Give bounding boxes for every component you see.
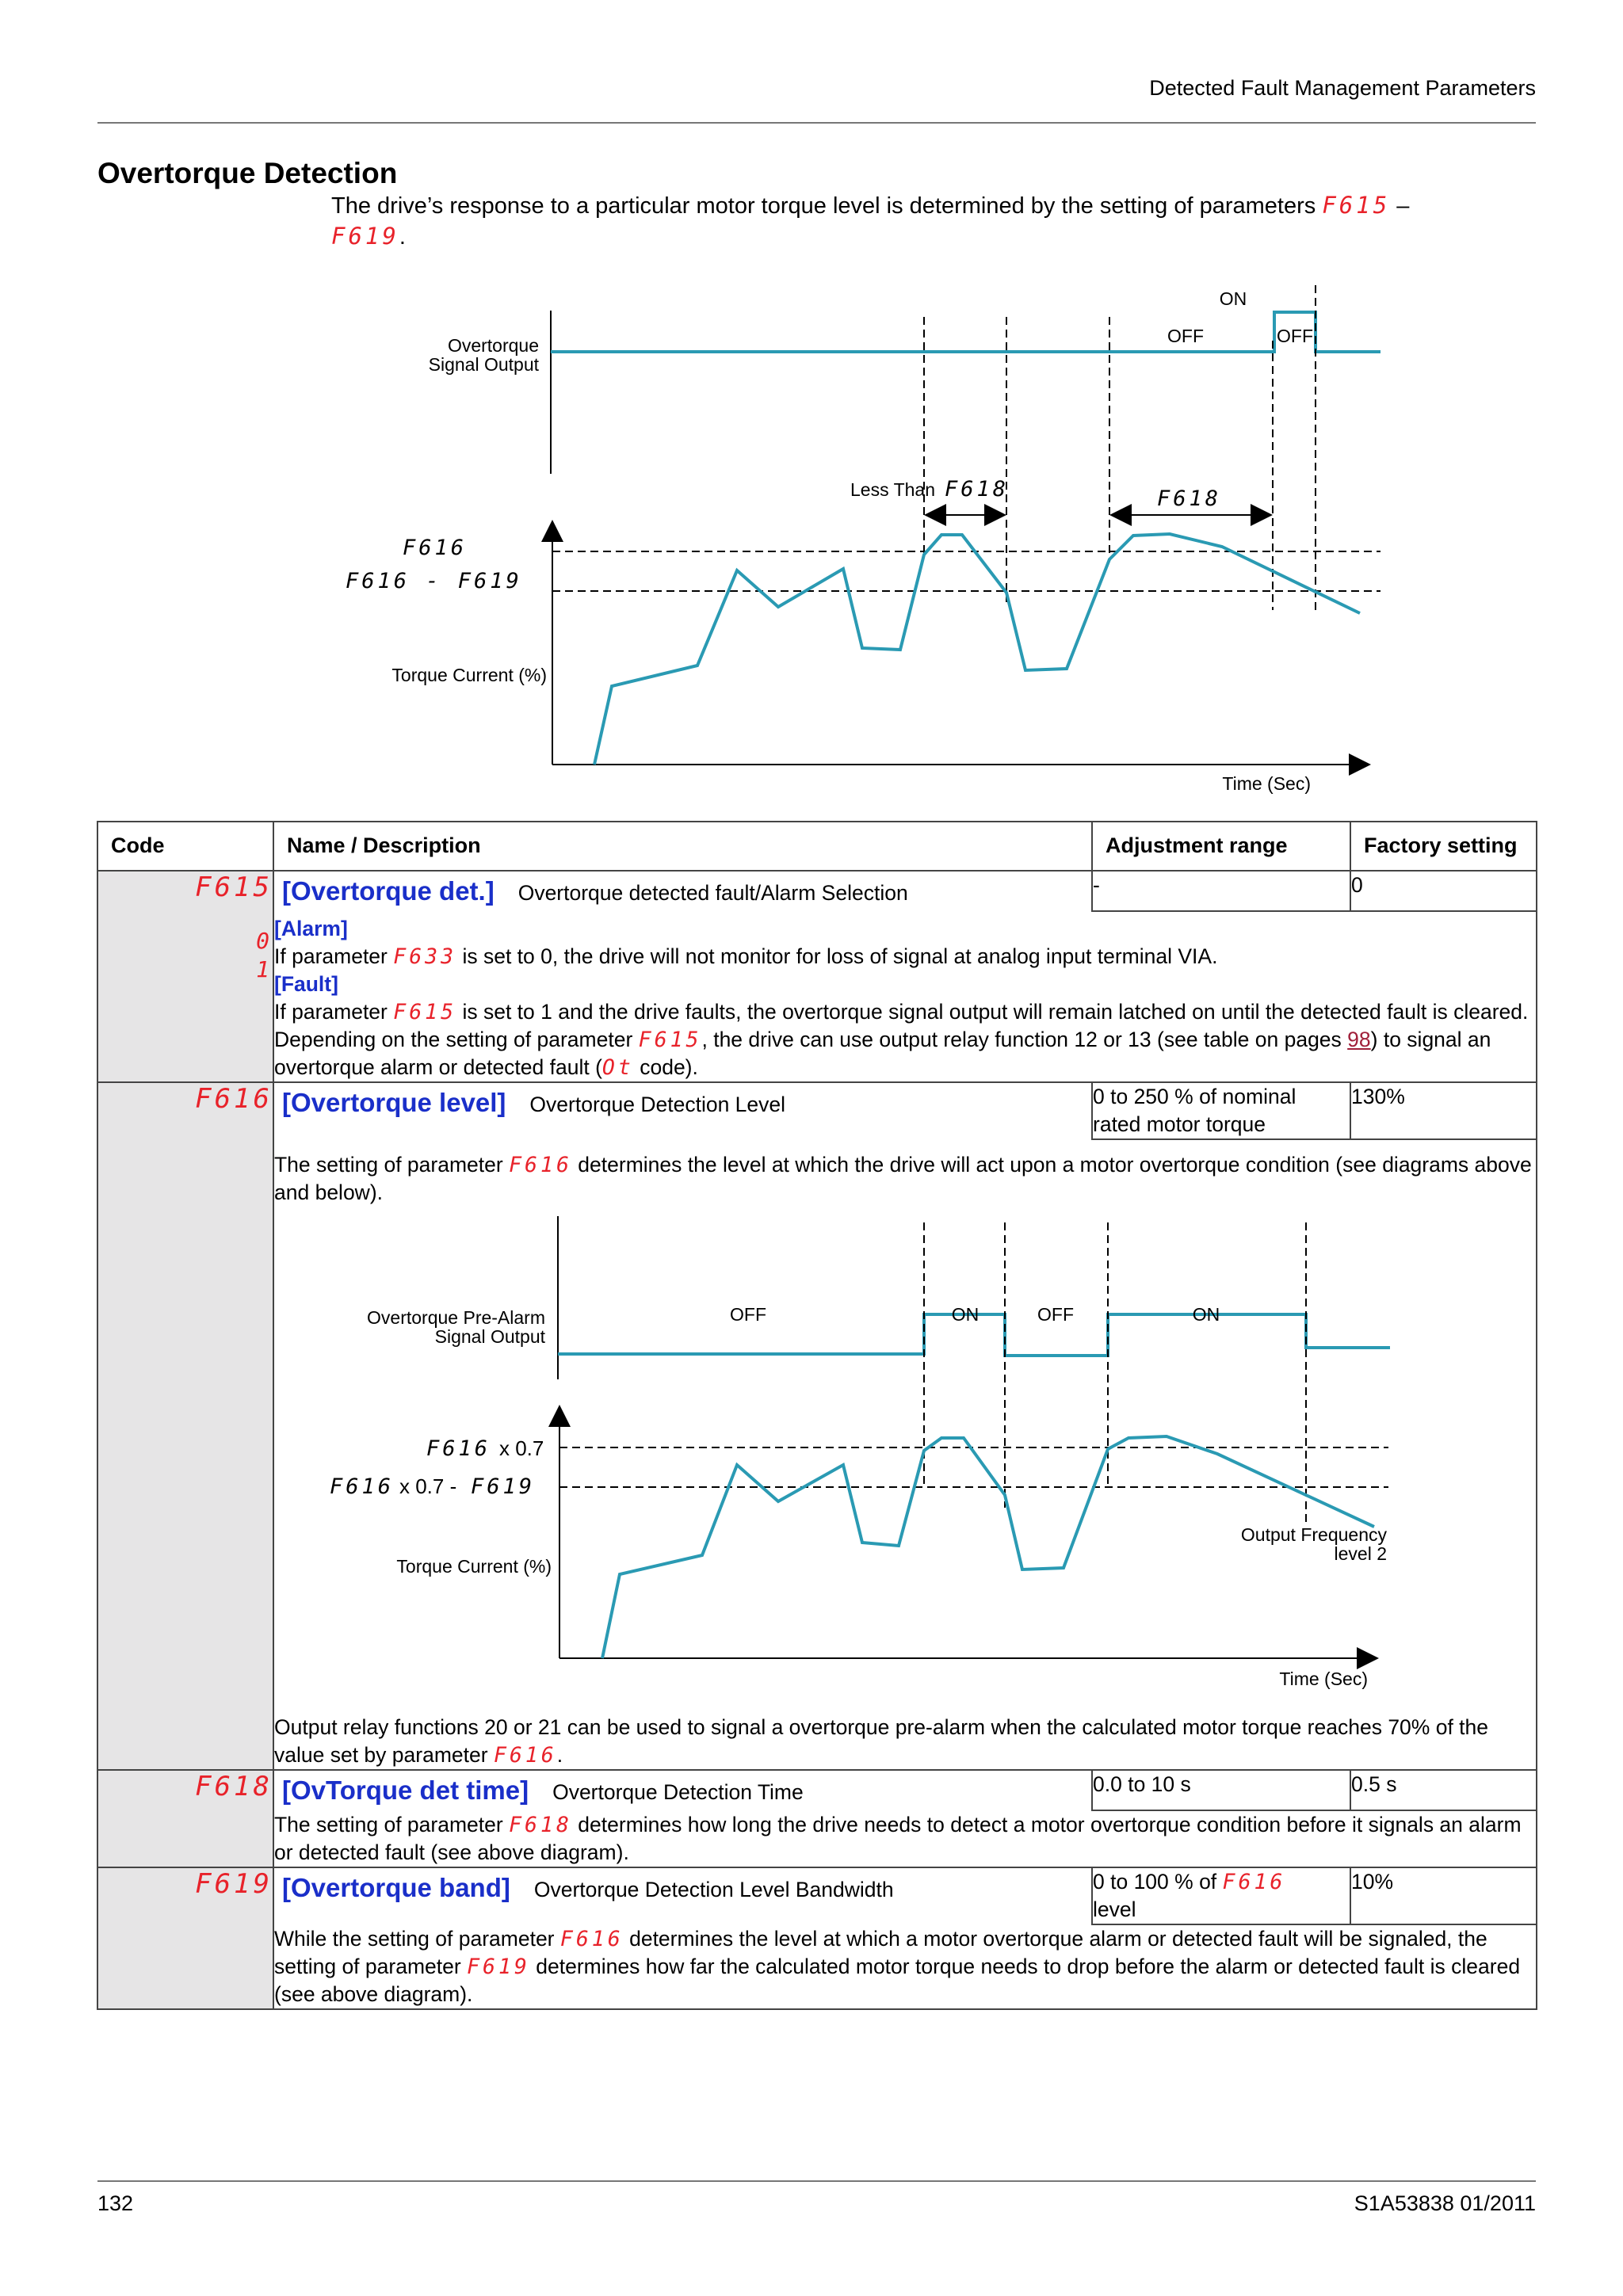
intro-paragraph: [331, 190, 1520, 252]
parameter-table: [97, 821, 1537, 2010]
param-ref: F633: [393, 944, 457, 969]
header-rule: [97, 122, 1536, 124]
page-number: 132: [97, 2191, 134, 2215]
prealarm-diagram: [108, 1207, 1518, 1714]
off-label: OFF: [1037, 1304, 1074, 1325]
table-row: [97, 911, 1537, 1082]
less-than-label: Less Than: [850, 479, 935, 500]
param-name: [Overtorque det.]: [282, 876, 495, 906]
signal-label: Signal Output: [434, 1326, 545, 1347]
level-label: F616 - F619: [346, 569, 522, 593]
param-ref: F618: [509, 1813, 572, 1837]
column-header: Factory setting: [1350, 822, 1537, 871]
section-header: Detected Fault Management Parameters: [1149, 76, 1536, 100]
torque-current-line: [594, 534, 1360, 765]
column-header: Name / Description: [273, 822, 1092, 871]
level-label: F616: [403, 536, 468, 560]
option-name: [Fault]: [274, 972, 338, 996]
factory-setting: 0.5 s: [1350, 1770, 1537, 1810]
code-cell: [97, 1770, 273, 1867]
param-ref: F618: [945, 477, 1010, 502]
param-detail: The setting of parameter F618 determines how long the drive needs to detect a motor overtorque condition before it signals an alarm or detected fault (see above diagram).: [273, 1810, 1537, 1867]
torque-current-line: [602, 1436, 1374, 1658]
param-code: F619: [195, 1868, 273, 1900]
table-row: [97, 1924, 1537, 2009]
param-code: F615: [195, 871, 273, 903]
off-label: OFF: [730, 1304, 766, 1325]
table-row: [97, 871, 1537, 911]
page-link[interactable]: 98: [1347, 1028, 1371, 1051]
intro-text: The drive’s response to a particular motor torque level is determined by the setting of parameters: [331, 193, 1316, 219]
option-code: 1: [256, 956, 273, 982]
x-axis-label: Time (Sec): [1279, 1669, 1368, 1689]
signal-label: Overtorque: [447, 335, 539, 356]
param-name: [Overtorque level]: [282, 1088, 506, 1117]
param-description: Overtorque Detection Level: [529, 1093, 786, 1116]
table-header-row: [97, 822, 1537, 871]
param-ref: F619: [467, 1955, 530, 1979]
param-ref: F616: [330, 1474, 395, 1499]
output-frequency-label: level 2: [1334, 1543, 1387, 1564]
adjustment-range: 0 to 250 % of nominal rated motor torque: [1092, 1082, 1350, 1139]
param-name: [OvTorque det time]: [282, 1775, 529, 1805]
on-label: ON: [951, 1304, 980, 1325]
param-ref: F615: [638, 1028, 702, 1052]
adjustment-range: 0.0 to 10 s: [1092, 1770, 1350, 1810]
y-axis-label: Torque Current (%): [396, 1556, 552, 1577]
x-axis-label: Time (Sec): [1222, 773, 1311, 794]
adjustment-range: -: [1092, 871, 1350, 911]
level-mid: x 0.7 -: [399, 1474, 457, 1498]
document-id: S1A53838 01/2011: [1354, 2191, 1536, 2215]
param-code: F618: [195, 1771, 273, 1802]
code-cell: [97, 1867, 273, 2009]
param-ref: F616: [426, 1436, 491, 1461]
param-detail: While the setting of parameter F616 determines the level at which a motor overtorque alarm or detected fault will be signaled, the setting of parameter F619 determines how far the calculated motor torque needs to drop before the alarm or detected fault is cleared (see above diagram).: [273, 1924, 1537, 2009]
param-ref: F615: [393, 1000, 457, 1024]
table-row: [97, 1082, 1537, 1139]
table-row: [97, 1810, 1537, 1867]
signal-label: Overtorque Pre-Alarm: [367, 1307, 545, 1328]
on-label: ON: [1219, 288, 1247, 309]
adjustment-range: 0 to 100 % of F616 level: [1092, 1867, 1350, 1924]
signal-output-line: [551, 312, 1381, 352]
option-code: 0: [256, 928, 273, 954]
param-name: [Overtorque band]: [282, 1873, 510, 1902]
param-ref: F618: [1157, 486, 1222, 511]
option-name: [Alarm]: [274, 917, 348, 940]
off-label: OFF: [1277, 326, 1313, 346]
intro-dash: –: [1396, 193, 1410, 219]
level-suffix: x 0.7: [499, 1436, 544, 1460]
param-ref: F616: [1222, 1870, 1286, 1894]
code-cell: [97, 871, 273, 1082]
table-row: [97, 1139, 1537, 1770]
column-header: Code: [97, 822, 273, 871]
factory-setting: 130%: [1350, 1082, 1537, 1139]
param-description: Overtorque Detection Time: [552, 1780, 804, 1804]
footer-rule: [97, 2180, 1536, 2182]
param-ref: F619: [471, 1474, 536, 1499]
intro-end: .: [399, 224, 406, 250]
page-title: Overtorque Detection: [97, 157, 398, 189]
factory-setting: 0: [1350, 871, 1537, 911]
param-ref: F616: [509, 1153, 572, 1177]
factory-setting: 10%: [1350, 1867, 1537, 1924]
param-ref: F616: [559, 1927, 624, 1951]
table-row: [97, 1770, 1537, 1810]
fault-code: Ot: [601, 1055, 634, 1080]
signal-label: Signal Output: [428, 354, 539, 375]
param-detail: The setting of parameter F616 determines the level at which the drive will act upon a motor overtorque condition (see diagrams above and below). Overtorque Pre-Alarm Signal Output OFF ON OFF ON F616 x 0.7 F616 x 0.7 - F619 Torque Current (%) Time (Sec) Output Frequency level 2 Output relay functions 20 or 21 can be used to signal a overtorque pre-alarm when the calculated motor torque reaches 70% of the value set by parameter F616.: [273, 1139, 1537, 1770]
param-ref: F615: [1322, 192, 1391, 219]
y-axis-label: Torque Current (%): [391, 665, 547, 685]
on-label: ON: [1192, 1304, 1220, 1325]
column-header: Adjustment range: [1092, 822, 1350, 871]
param-code: F616: [195, 1083, 273, 1115]
off-label: OFF: [1167, 326, 1204, 346]
param-ref: F616: [493, 1743, 557, 1768]
overtorque-diagram: [0, 277, 1623, 800]
param-description: Overtorque detected fault/Alarm Selection: [517, 881, 908, 905]
param-ref: F619: [331, 223, 399, 250]
param-detail: [Alarm] If parameter F633 is set to 0, the drive will not monitor for loss of signal at analog input terminal VIA. [Fault] If parameter F615 is set to 1 and the drive faults, the overtorque signal output will remain latched on until the detected fault is cleared. Depending on the setting of parameter F615, the drive can use output relay function 12 or 13 (see table on pages 98) to signal an overtorque alarm or detected fault (Ot code).: [273, 911, 1537, 1082]
table-row: [97, 1867, 1537, 1924]
param-description: Overtorque Detection Level Bandwidth: [533, 1878, 894, 1901]
output-frequency-label: Output Frequency: [1240, 1524, 1387, 1545]
